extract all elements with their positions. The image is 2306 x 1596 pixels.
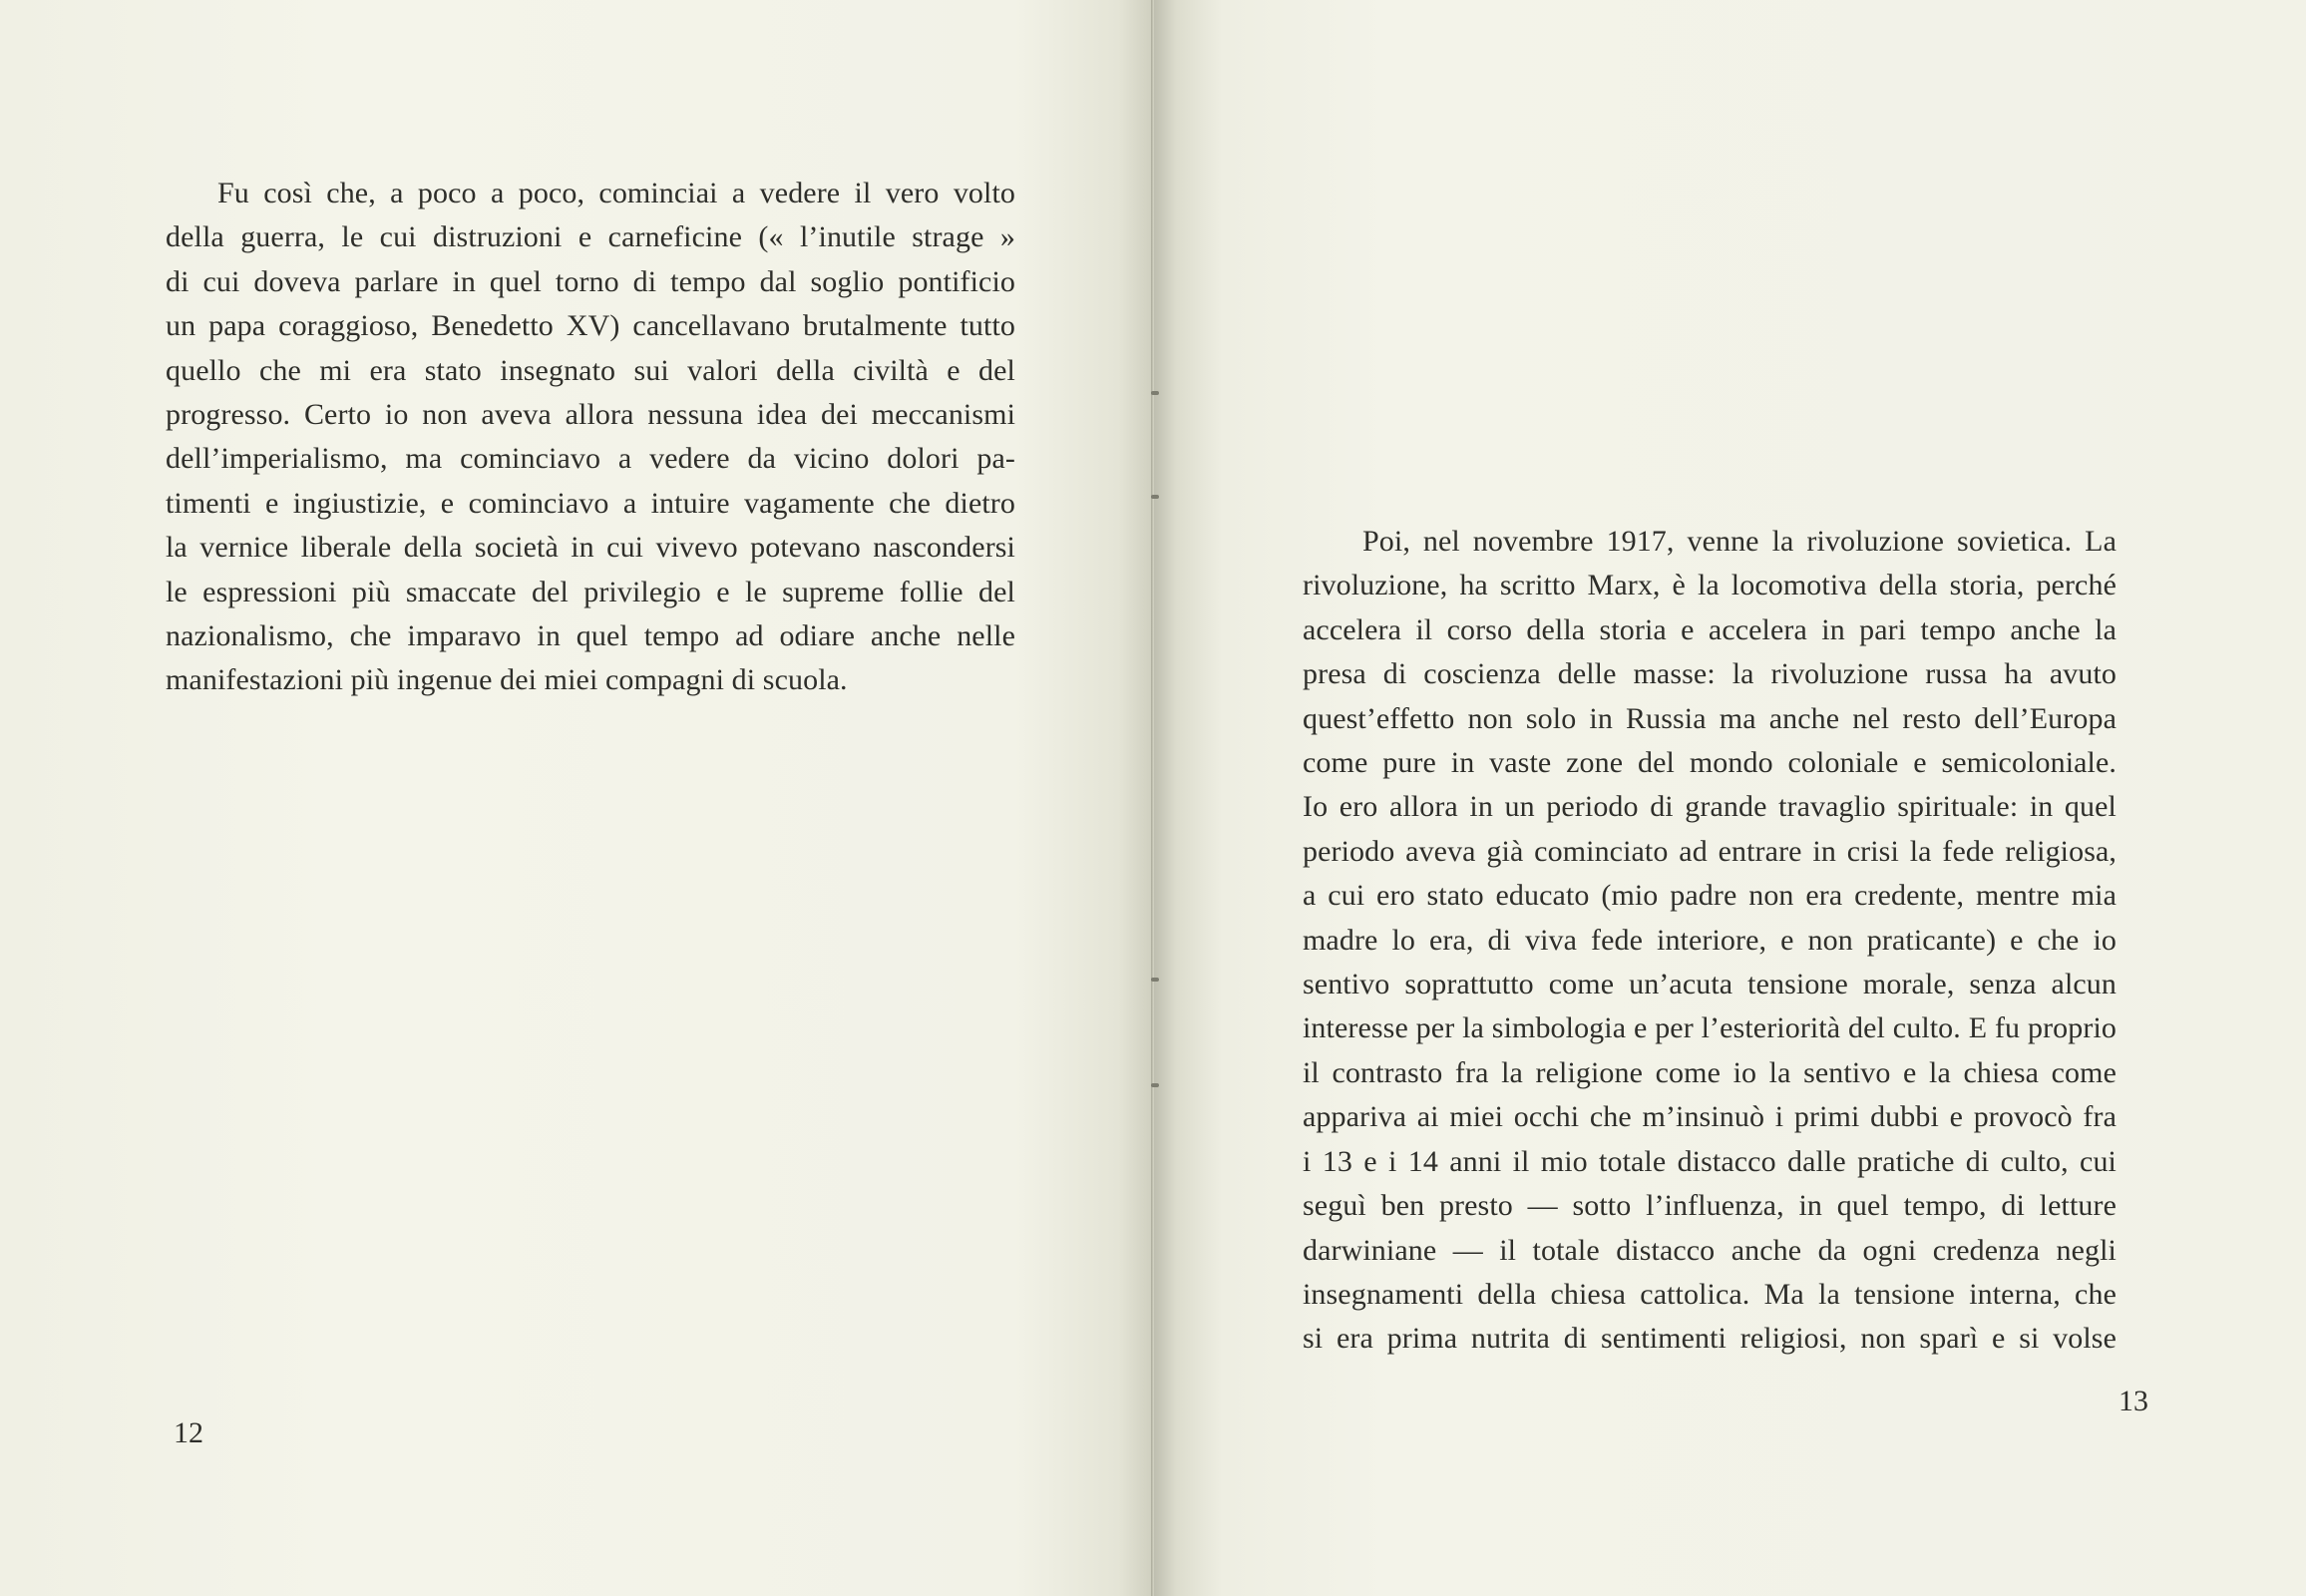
text-line: quello che mi era stato insegnato sui valori della civiltà e del [166,353,1015,387]
text-line: Fu così che, a poco a poco, cominciai a vedere il vero volto [217,177,1015,209]
text-line: insegnamenti della chiesa cattolica. Ma la tensione interna, che [1303,1277,2116,1311]
text-line: rivoluzione, ha scritto Marx, è la locomotiva della storia, perché [1303,569,2116,602]
text-line: Io ero allora in un periodo di grande travaglio spirituale: in quel [1303,790,2116,824]
text-line: nazionalismo, che imparavo in quel tempo ad odiare anche nelle [166,619,1015,653]
text-line: manifestazioni più ingenue dei miei compagni di scuola. [166,663,848,697]
binding-stitch [1151,495,1159,499]
text-line: darwiniane — il totale distacco anche da ogni credenza negli [1303,1233,2116,1267]
text-line: sentivo soprattutto come un’acuta tensione morale, senza alcun [1303,968,2116,1001]
text-line: progresso. Certo io non aveva allora nessuna idea dei meccanismi [166,398,1015,432]
text-line: a cui ero stato educato (mio padre non era credente, mentre mia [1303,879,2116,913]
binding-stitch [1151,978,1159,982]
text-line: della guerra, le cui distruzioni e carneficine (« l’inutile strage » [166,220,1015,254]
left-page-text [166,172,1015,703]
text-line: seguì ben presto — sotto l’influenza, in quel tempo, di letture [1303,1189,2116,1223]
text-line: i 13 e i 14 anni il mio totale distacco dalle pratiche di culto, cui [1303,1144,2116,1178]
page-number-right: 13 [2118,1385,2148,1417]
text-line: quest’effetto non solo in Russia ma anche nel resto dell’Europa [1303,701,2116,735]
text-line: il contrasto fra la religione come io la sentivo e la chiesa come [1303,1055,2116,1089]
text-line: come pure in vaste zone del mondo coloniale e semicoloniale. [1303,746,2116,780]
page-number-left: 12 [174,1416,203,1449]
text-line: la vernice liberale della società in cui vivevo potevano nascondersi [166,531,1015,565]
binding-stitch [1151,1083,1159,1087]
text-line: timenti e ingiustizie, e cominciavo a intuire vagamente che dietro [166,486,1015,520]
text-line: dell’imperialismo, ma cominciavo a vedere da vicino dolori pa- [166,442,1015,476]
text-line: interesse per la simbologia e per l’esteriorità del culto. E fu proprio [1303,1011,2116,1045]
text-line: le espressioni più smaccate del privilegio e le supreme follie del [166,575,1015,608]
text-line: periodo aveva già cominciato ad entrare in crisi la fede religiosa, [1303,834,2116,868]
text-line: si era prima nutrita di sentimenti religiosi, non sparì e si volse [1303,1322,2116,1356]
text-line: presa di coscienza delle masse: la rivoluzione russa ha avuto [1303,657,2116,691]
text-line: madre lo era, di viva fede interiore, e non praticante) e che io [1303,923,2116,957]
text-line: accelera il corso della storia e accelera in pari tempo anche la [1303,612,2116,646]
text-line: Poi, nel novembre 1917, venne la rivoluzione sovietica. La [1362,525,2116,558]
text-line: di cui doveva parlare in quel torno di tempo dal soglio pontificio [166,264,1015,298]
book-gutter [1151,0,1154,1596]
text-line: appariva ai miei occhi che m’insinuò i primi dubbi e provocò fra [1303,1100,2116,1134]
text-line: un papa coraggioso, Benedetto XV) cancellavano brutalmente tutto [166,309,1015,343]
right-page-text [1303,520,2116,1362]
binding-stitch [1151,391,1159,395]
